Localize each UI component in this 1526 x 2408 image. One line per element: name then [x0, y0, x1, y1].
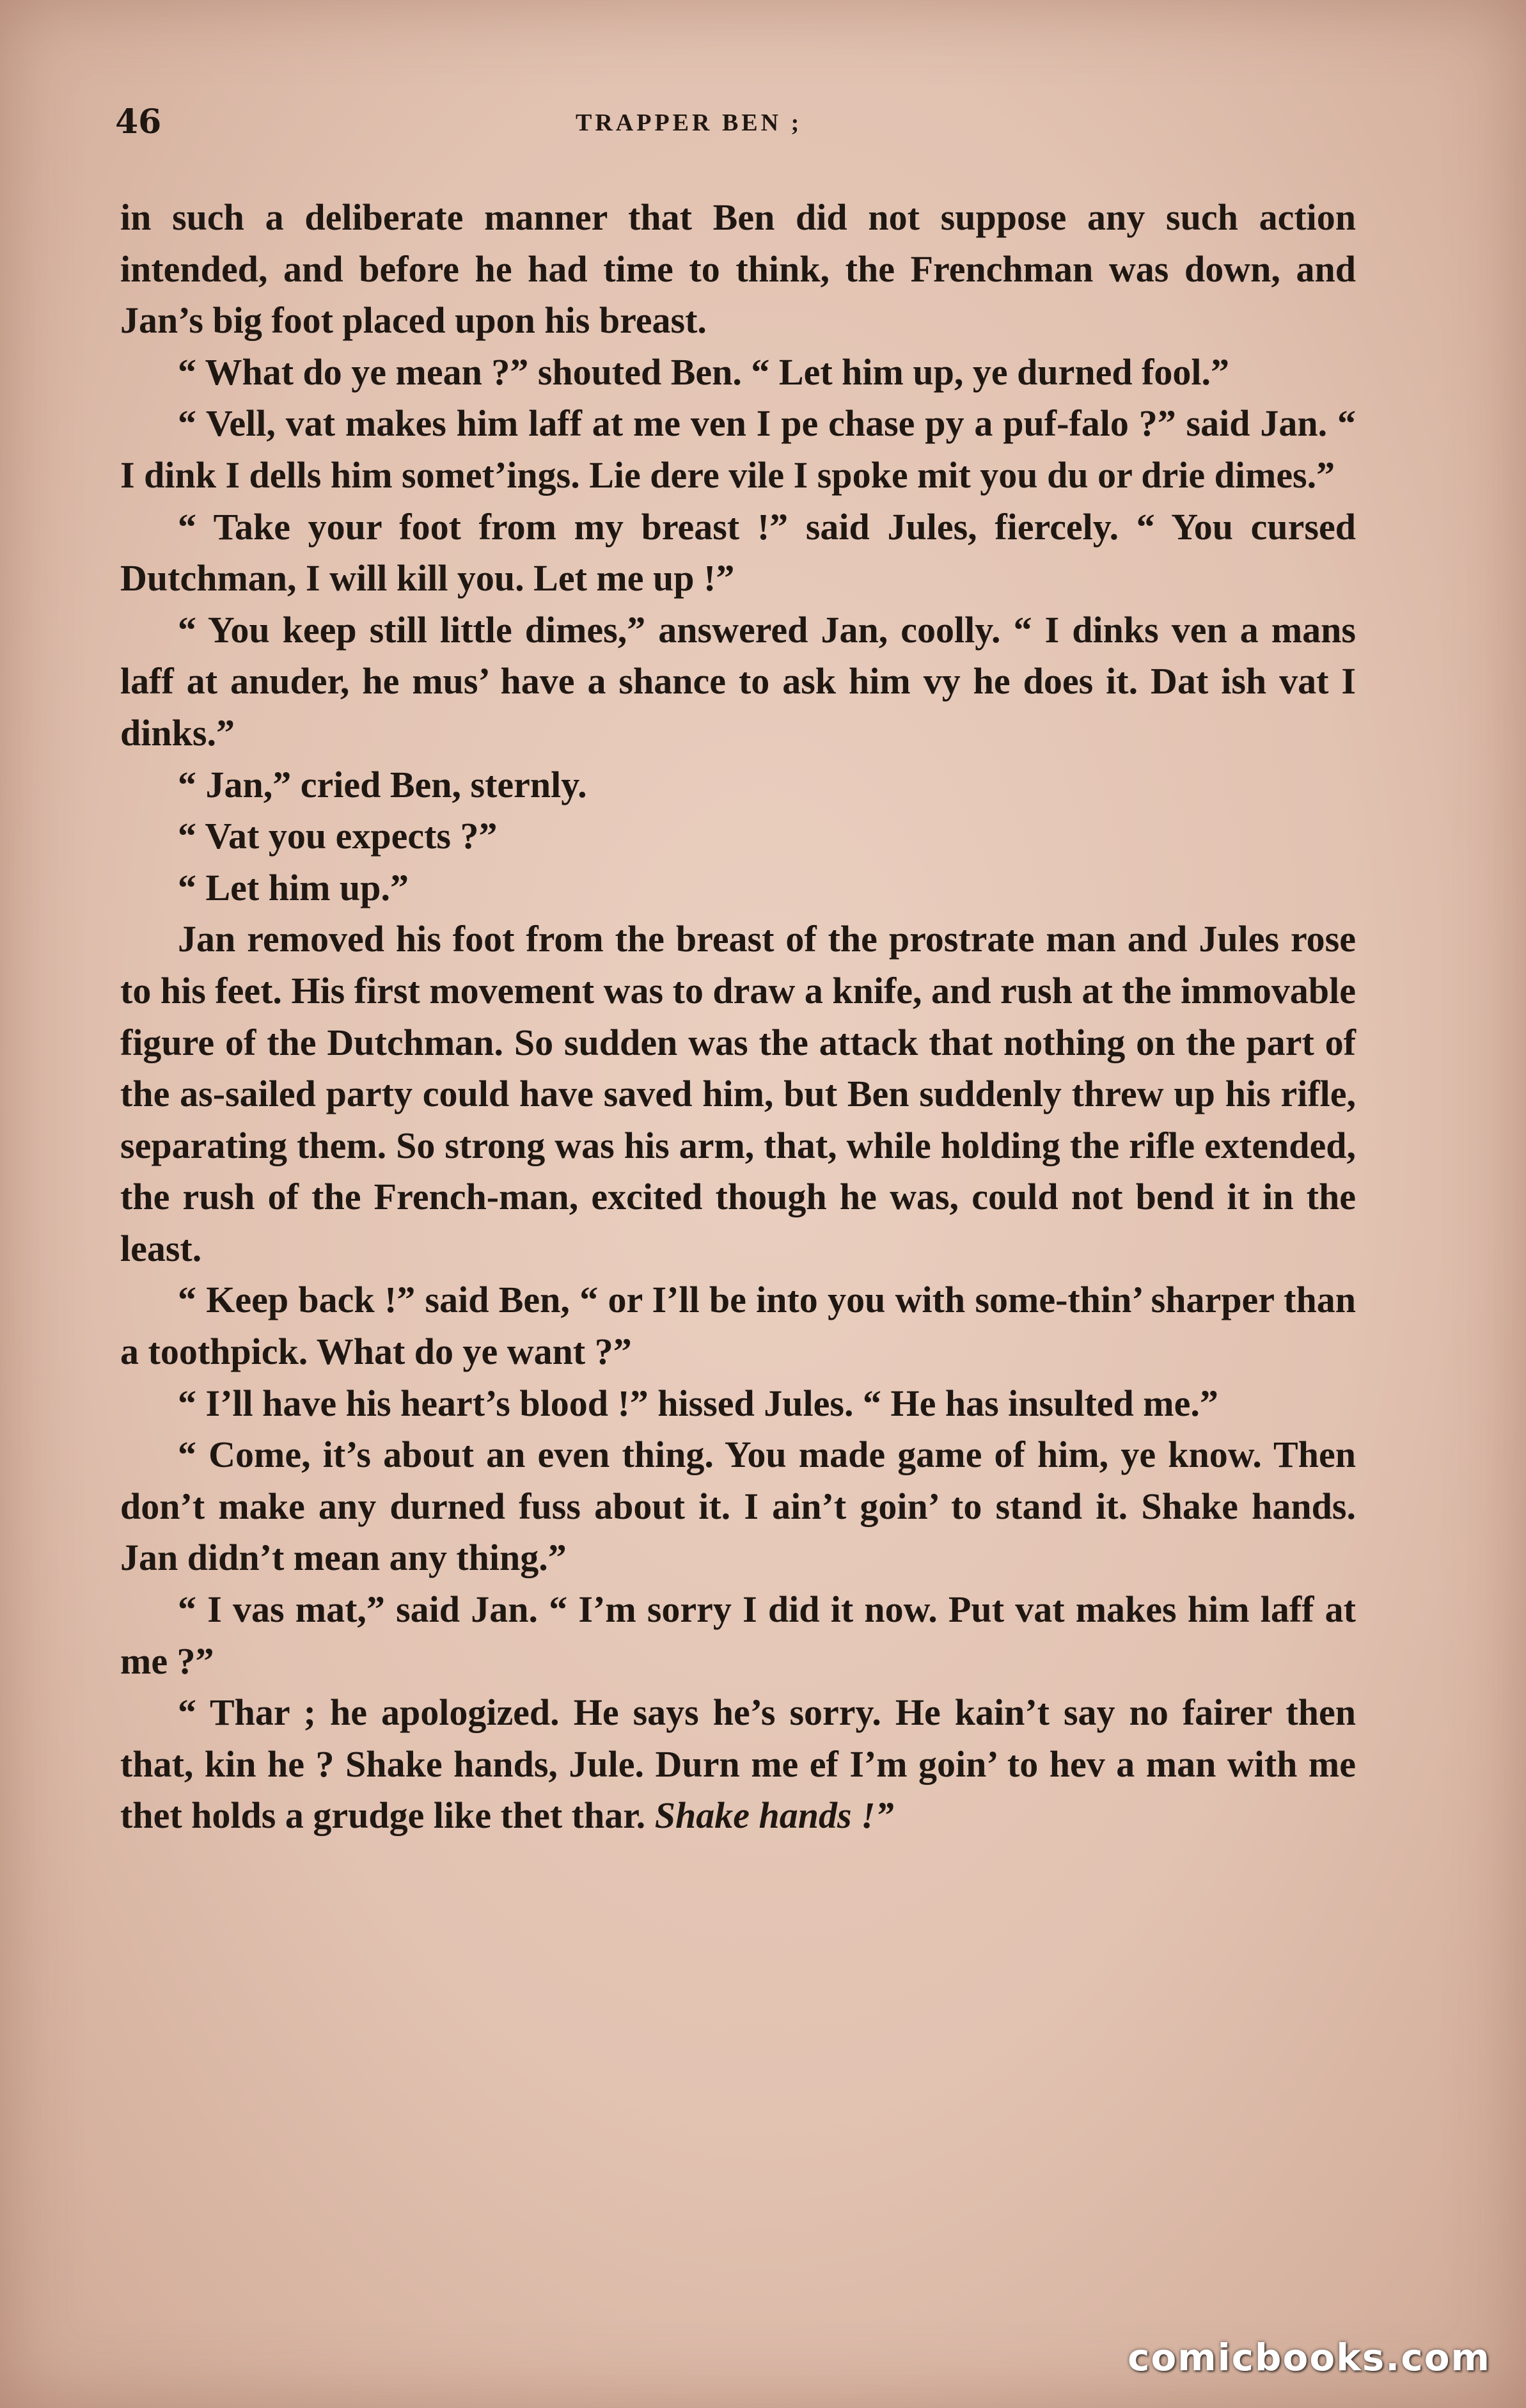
page-number: 46: [115, 102, 162, 141]
paragraph-5: “ You keep still little dimes,” answered Jan, coolly. “ I dinks ven a mans laff at anuder, he mus’ have a shance to ask him vy he does it. Dat ish vat I dinks.”: [120, 608, 1356, 754]
paragraph-2: “ What do ye mean ?” shouted Ben. “ Let him up, ye durned fool.”: [178, 351, 1230, 393]
running-title: TRAPPER BEN ;: [576, 109, 803, 136]
paragraph-14: [120, 1687, 1356, 1842]
paragraph-9: Jan removed his foot from the breast of the prostrate man and Jules rose to his feet. His first movement was to draw a knife, and rush at the immovable figure of the Dutchman. So sudden was the attack that nothing on the part of the as-sailed party could have saved him, but Ben suddenly threw up his rifle, separating them. So strong was his arm, that, while holding the rifle extended, the rush of the French-man, excited though he was, could not bend it in the least.: [120, 918, 1356, 1269]
paragraph-14-text: “ Thar ; he apologized. He says he’s sorry. He kain’t say no fairer then that, kin he ? Shake hands, Jule. Durn me ef I’m goin’ to hev a man with me thet holds a grudge like thet thar.: [120, 1691, 1356, 1837]
paragraph-12: “ Come, it’s about an even thing. You made game of him, ye know. Then don’t make any durned fuss about it. I ain’t goin’ to stand it. Shake hands. Jan didn’t mean any thing.”: [120, 1434, 1356, 1579]
paragraph-4: “ Take your foot from my breast !” said Jules, fiercely. “ You cursed Dutchman, I will kill you. Let me up !”: [120, 505, 1356, 599]
paragraph-7: “ Vat you expects ?”: [178, 815, 498, 857]
paragraph-13: “ I vas mat,” said Jan. “ I’m sorry I did it now. Put vat makes him laff at me ?”: [120, 1588, 1356, 1682]
paragraph-3: “ Vell, vat makes him laff at me ven I pe chase py a puf-falo ?” said Jan. “ I dink I dells him somet’ings. Lie dere vile I spoke mit you du or drie dimes.”: [120, 402, 1356, 496]
paragraph-11: “ I’ll have his heart’s blood !” hissed Jules. “ He has insulted me.”: [178, 1382, 1218, 1424]
paragraph-10: “ Keep back !” said Ben, “ or I’ll be into you with some-thin’ sharper than a toothpick. What do ye want ?”: [120, 1279, 1356, 1373]
body-text: [120, 192, 1356, 1842]
paragraph-1: in such a deliberate manner that Ben did not suppose any such action intended, and before he had time to think, the Frenchman was down, and Jan’s big foot placed upon his breast.: [120, 196, 1356, 342]
paragraph-6: “ Jan,” cried Ben, sternly.: [178, 763, 587, 805]
watermark: comicbooks.com: [1128, 2336, 1491, 2379]
running-header: [115, 102, 1356, 154]
paragraph-8: “ Let him up.”: [178, 866, 409, 908]
final-emphasis: Shake hands !”: [654, 1794, 894, 1837]
